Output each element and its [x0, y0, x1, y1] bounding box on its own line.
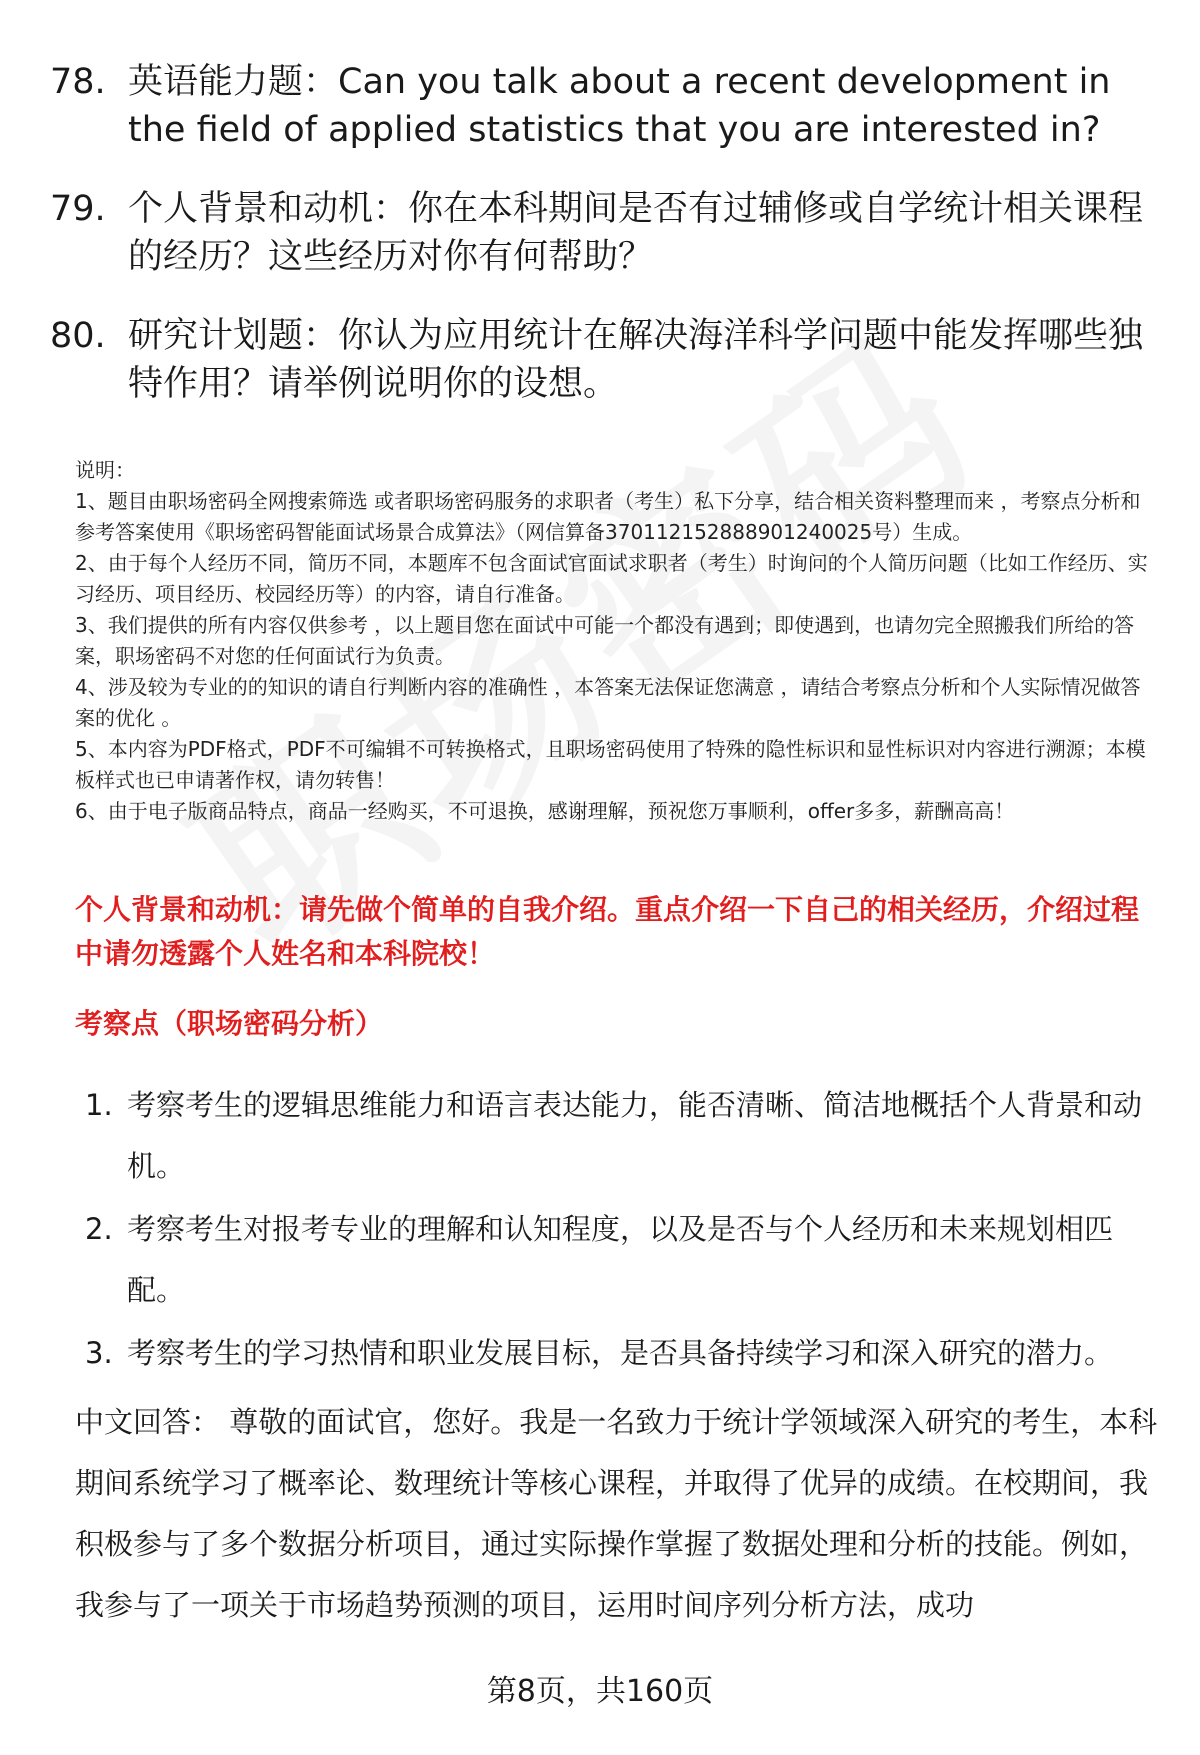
section-title: 个人背景和动机：请先做个简单的自我介绍。重点介绍一下自己的相关经历，介绍过程中请勿透露个人姓名和本科院校！ — [75, 893, 1140, 970]
question-text: 英语能力题：Can you talk about a recent development in the field of applied statistics that you are interested in? — [128, 62, 1111, 150]
note-item: 4、涉及较为专业的的知识的请自行判断内容的准确性 ，本答案无法保证您满意 ，请结合考察点分析和个人实际情况做答案的优化 。 — [75, 675, 1141, 730]
question-text: 个人背景和动机：你在本科期间是否有过辅修或自学统计相关课程的经历？这些经历对你有何帮助？ — [128, 189, 1144, 277]
notes-title: 说明： — [75, 458, 135, 482]
question-number: 80. — [50, 316, 106, 356]
question-number: 78. — [50, 62, 106, 102]
point-text: 考察考生的学习热情和职业发展目标，是否具备持续学习和深入研究的潜力。 — [127, 1336, 1114, 1370]
answer-paragraph: 中文回答： 尊敬的面试官，您好。我是一名致力于统计学领域深入研究的考生，本科期间系统学习了概率论、数理统计等核心课程，并取得了优异的成绩。在校期间，我积极参与了多个数据分析项目，通过实际操作掌握了数据处理和分析的技能。例如，我参与了一项关于市场趋势预测的项目，运用时间序列分析方法，成功 — [75, 1405, 1158, 1622]
point-text: 考察考生对报考专业的理解和认知程度，以及是否与个人经历和未来规划相匹配。 — [127, 1212, 1114, 1307]
point-number: 1. — [85, 1088, 113, 1122]
note-item: 6、由于电子版商品特点，商品一经购买，不可退换，感谢理解，预祝您万事顺利，offer多多，薪酬高高！ — [75, 799, 1015, 823]
analysis-points — [85, 1075, 1160, 1386]
analysis-point — [85, 1075, 1160, 1197]
point-text: 考察考生的逻辑思维能力和语言表达能力，能否清晰、简洁地概括个人背景和动机。 — [127, 1088, 1143, 1183]
note-item: 5、本内容为PDF格式，PDF不可编辑不可转换格式，且职场密码使用了特殊的隐性标识和显性标识对内容进行溯源；本模板样式也已申请著作权，请勿转售！ — [75, 737, 1146, 792]
question-item — [50, 58, 1160, 154]
notes-block — [75, 455, 1160, 827]
point-number: 2. — [85, 1212, 113, 1246]
question-number: 79. — [50, 189, 106, 229]
question-item — [50, 185, 1160, 281]
question-list — [50, 58, 1160, 439]
section-subtitle: 考察点（职场密码分析） — [75, 1007, 384, 1040]
note-item: 2、由于每个人经历不同，简历不同，本题库不包含面试官面试求职者（考生）时询问的个人简历问题（比如工作经历、实习经历、项目经历、校园经历等）的内容，请自行准备。 — [75, 551, 1148, 606]
question-text: 研究计划题：你认为应用统计在解决海洋科学问题中能发挥哪些独特作用？请举例说明你的设想。 — [128, 316, 1144, 404]
note-item: 3、我们提供的所有内容仅供参考 ，以上题目您在面试中可能一个都没有遇到；即使遇到，也请勿完全照搬我们所给的答案，职场密码不对您的任何面试行为负责。 — [75, 613, 1135, 668]
analysis-point — [85, 1323, 1160, 1384]
page-footer: 第8页，共160页 — [486, 1674, 714, 1709]
question-item — [50, 312, 1160, 408]
note-item: 1、题目由职场密码全网搜索筛选 或者职场密码服务的求职者（考生）私下分享，结合相关资料整理而来 ，考察点分析和参考答案使用《职场密码智能面试场景合成算法》（网信算备370112152888901240025号）生成。 — [75, 489, 1141, 544]
point-number: 3. — [85, 1336, 113, 1370]
analysis-point — [85, 1199, 1160, 1321]
